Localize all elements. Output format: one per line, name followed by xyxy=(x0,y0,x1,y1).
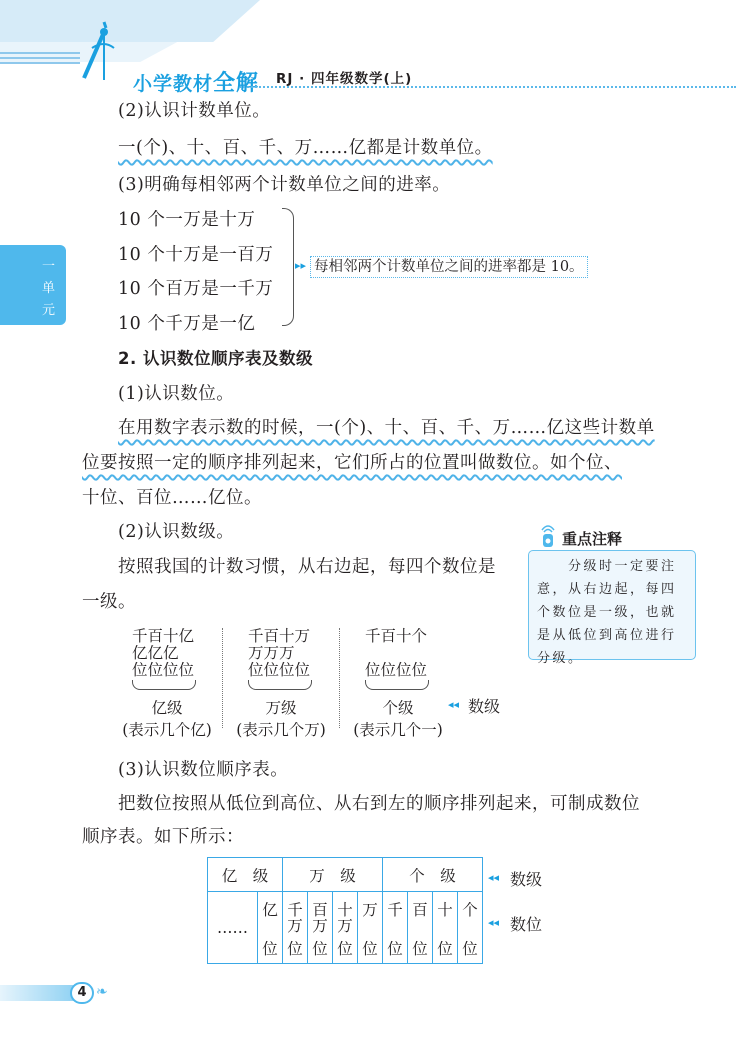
digit-group: 千百十万 万万万 位位位位 xyxy=(248,627,311,679)
level-name: 个级 xyxy=(382,699,414,717)
position-cell xyxy=(308,892,333,964)
section-title: (2)认识计数单位。 xyxy=(118,101,271,121)
position-char: 位 xyxy=(337,940,353,958)
divider xyxy=(222,628,223,728)
paragraph-line: 十位、百位……亿位。 xyxy=(82,488,262,508)
digit-group: 千百十亿 亿亿亿 位位位位 xyxy=(132,627,195,679)
position-cell xyxy=(333,892,358,964)
section-heading: 2. 认识数位顺序表及数级 xyxy=(118,349,313,368)
position-char xyxy=(383,918,407,934)
book-title: RJ · 四年级数学(上) xyxy=(276,71,413,87)
key-sentence: 一(个)、十、百、千、万……亿都是计数单位。 xyxy=(118,138,493,158)
position-char: 位 xyxy=(312,940,328,958)
under-brace xyxy=(248,680,312,690)
position-char xyxy=(408,918,432,934)
position-char: 万 xyxy=(312,917,328,935)
level-name: 亿级 xyxy=(151,699,183,717)
stripe xyxy=(0,52,80,54)
page-number: 4 xyxy=(70,982,94,1004)
compass-icon xyxy=(78,18,118,84)
paragraph-line: 按照我国的计数习惯，从右边起，每四个数位是 xyxy=(118,557,496,577)
position-char: 位 xyxy=(262,940,278,958)
position-char: 千 xyxy=(287,901,303,919)
position-char: 十 xyxy=(437,901,453,919)
place-value-table xyxy=(207,857,483,964)
keynote-title: 重点注释 xyxy=(562,530,623,548)
position-char: 位 xyxy=(387,940,403,958)
signal-icon xyxy=(540,522,556,548)
position-char: 个 xyxy=(462,901,478,919)
position-char: 十 xyxy=(337,901,353,919)
keynote-box: 分级时一定要注意，从右边起，每四个数位是一级，也就是从低位到高位进行分级。 xyxy=(528,550,696,660)
position-char: 百 xyxy=(412,901,428,919)
level-desc: (表示几个一) xyxy=(353,721,443,739)
position-char: 位 xyxy=(412,940,428,958)
position-cell xyxy=(433,892,458,964)
level-label: 数级 xyxy=(468,697,501,716)
position-cell xyxy=(283,892,308,964)
rate-line: 10 个十万是一百万 xyxy=(118,245,274,265)
position-char: 亿 xyxy=(262,901,278,919)
section-title: (1)认识数位。 xyxy=(118,384,235,404)
section-title: (2)认识数级。 xyxy=(118,522,235,542)
position-char xyxy=(258,918,282,934)
position-char: 百 xyxy=(312,901,328,919)
level-desc: (表示几个万) xyxy=(236,721,326,739)
paragraph-line: 顺序表。如下所示： xyxy=(82,827,244,847)
position-cell xyxy=(408,892,433,964)
position-char: 万 xyxy=(287,917,303,935)
under-brace xyxy=(365,680,429,690)
position-char: 万 xyxy=(362,901,378,919)
position-cell xyxy=(383,892,408,964)
position-char xyxy=(433,918,457,934)
position-char: 位 xyxy=(462,940,478,958)
position-cell xyxy=(358,892,383,964)
section-title: (3)明确每相邻两个计数单位之间的进率。 xyxy=(118,175,451,195)
unit-tab: 一 单 元 xyxy=(0,245,66,325)
table-position-label: 数位 xyxy=(510,915,543,934)
rate-note: 每相邻两个计数单位之间的进率都是 10。 xyxy=(310,256,588,278)
arrow-icon: ▸▸ xyxy=(295,259,307,272)
brand-title: 小学教材全解 xyxy=(133,71,260,96)
rate-line: 10 个百万是一千万 xyxy=(118,279,274,299)
level-desc: (表示几个亿) xyxy=(122,721,212,739)
position-cell xyxy=(458,892,483,964)
position-cell xyxy=(258,892,283,964)
table-level-label: 数级 xyxy=(510,870,543,889)
paragraph-line: 在用数字表示数的时候，一(个)、十、百、千、万……亿这些计数单 xyxy=(118,418,655,438)
position-char: 千 xyxy=(387,901,403,919)
paragraph-line: 把数位按照从低位到高位、从右到左的顺序排列起来，可制成数位 xyxy=(118,794,640,814)
stripe xyxy=(0,62,80,64)
arrow-icon: ◂◂ xyxy=(488,916,500,929)
arrow-icon: ◂◂ xyxy=(488,871,500,884)
section-title: (3)认识数位顺序表。 xyxy=(118,760,289,780)
stripe xyxy=(0,57,80,59)
level-cell: 亿 级 xyxy=(208,858,283,892)
position-char xyxy=(358,918,382,934)
position-char: 位 xyxy=(287,940,303,958)
level-cell: 个 级 xyxy=(383,858,483,892)
rate-line: 10 个千万是一亿 xyxy=(118,314,256,334)
position-char: 位 xyxy=(437,940,453,958)
paragraph-line: 位要按照一定的顺序排列起来，它们所占的位置叫做数位。如个位、 xyxy=(82,453,622,473)
header-divider xyxy=(240,86,736,88)
position-char: 位 xyxy=(362,940,378,958)
arrow-icon: ◂◂ xyxy=(448,698,460,711)
leaf-icon: ❧ xyxy=(96,984,108,1000)
rate-line: 10 个一万是十万 xyxy=(118,210,256,230)
digit-group: 千百十个 位位位位 xyxy=(365,627,428,679)
position-char xyxy=(458,918,482,934)
ellipsis-cell: …… xyxy=(208,892,258,964)
position-char: 万 xyxy=(337,917,353,935)
header-decoration xyxy=(0,0,260,42)
right-brace xyxy=(282,208,294,326)
under-brace xyxy=(132,680,196,690)
paragraph-line: 一级。 xyxy=(82,592,136,612)
level-name: 万级 xyxy=(265,699,297,717)
divider xyxy=(339,628,340,728)
level-cell: 万 级 xyxy=(283,858,383,892)
